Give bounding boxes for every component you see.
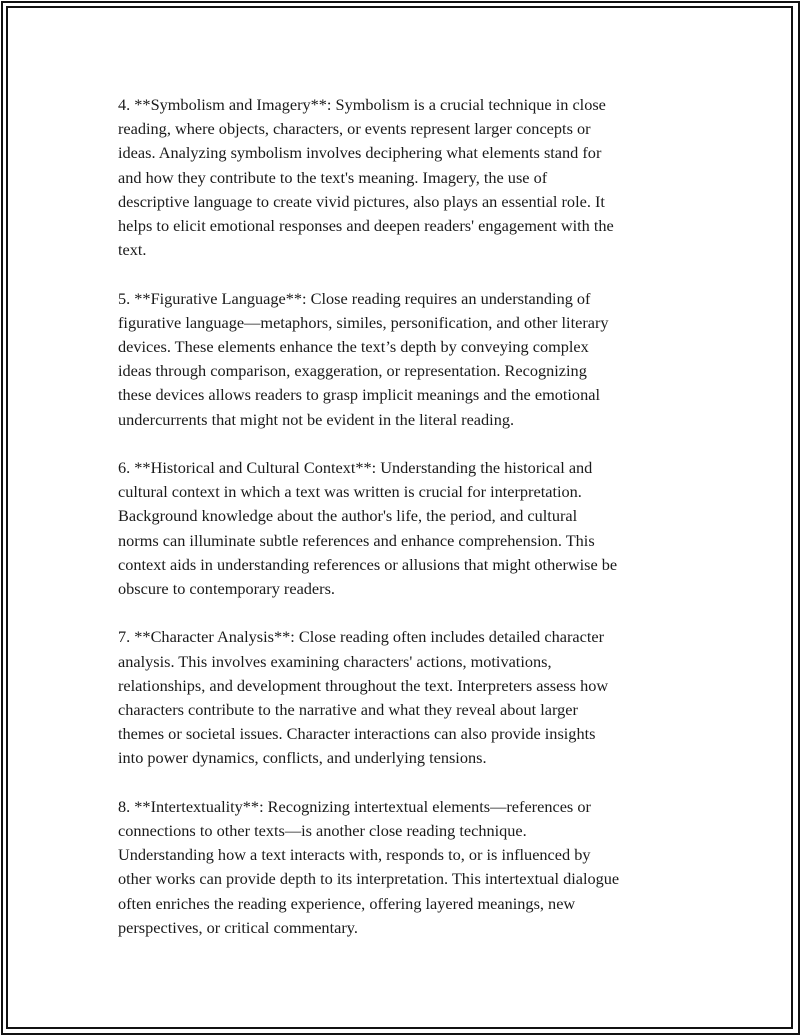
paragraph-historical-cultural-context: 6. **Historical and Cultural Context**: Understanding the historical and cultural context in which a text was written is crucial for interpretation. Background knowledge about the author's life, the period, and cultural norms can illuminate subtle references and enhance comprehension. This context aids in understanding references or allusions that might otherwise be obscure to contemporary readers. [118,458,618,599]
paragraph-intertextuality: 8. **Intertextuality**: Recognizing intertextual elements—references or connections to other texts—is another close reading technique. Understanding how a text interacts with, responds to, or is influenced by other works can provide depth to its interpretation. This intertextual dialogue often enriches the reading experience, offering layered meanings, new perspectives, or critical commentary. [118,796,620,937]
paragraph-symbolism-imagery: 4. **Symbolism and Imagery**: Symbolism is a crucial technique in close reading, where objects, characters, or events represent larger concepts or ideas. Analyzing symbolism involves deciphering what elements stand for and how they contribute to the text's meaning. Imagery, the use of descriptive language to create vivid pictures, also plays an essential role. It helps to elicit emotional responses and deepen readers' engagement with the text. [118,95,614,260]
paragraph-figurative-language: 5. **Figurative Language**: Close reading requires an understanding of figurative language—metaphors, similes, personification, and other literary devices. These elements enhance the text’s depth by conveying complex ideas through comparison, exaggeration, or representation. Recognizing these devices allows readers to grasp implicit meanings and the emotional undercurrents that might not be evident in the literal reading. [118,288,609,429]
document-body [118,93,688,964]
paragraph-character-analysis: 7. **Character Analysis**: Close reading often includes detailed character analysis. This involves examining characters' actions, motivations, relationships, and development throughout the text. Interpreters assess how characters contribute to the narrative and what they reveal about larger themes or societal issues. Character interactions can also provide insights into power dynamics, conflicts, and underlying tensions. [118,627,609,768]
